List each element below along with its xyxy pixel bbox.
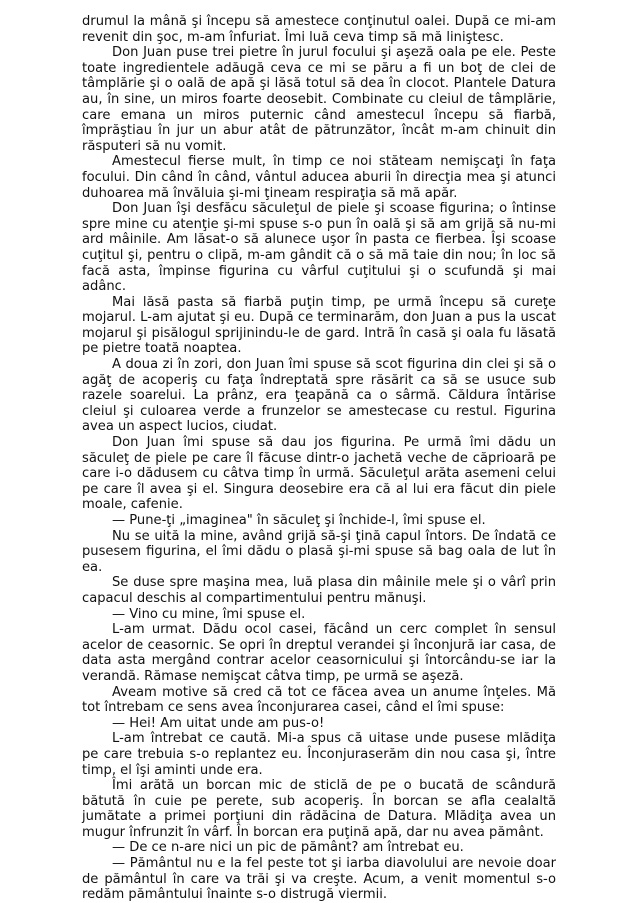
book-page-text [82,14,556,903]
dialogue-line: — Vino cu mine, îmi spuse el. [112,606,306,622]
paragraph: Don Juan îmi spuse să dau jos figurina. Pe urmă îmi dădu un săculeţ de piele pe care îl făcuse dintr-o jachetă veche de căprioară pe care i-o dădusem cu câtva timp în urmă. Săculeţul arăta asemeni celui pe care îl avea şi el. Singura deosebire era că al lui era făcut din piele moale, cafenie. [82,435,556,513]
dialogue-line: — Hei! Am uitat unde am pus-o! [112,715,325,731]
dialogue-line: — Pune-ţi „imaginea" în săculeţ şi închide-l, îmi spuse el. [112,513,486,528]
paragraph: Mai lăsă pasta să fiarbă puţin timp, pe urmă începu să cureţe mojarul. L-am ajutat şi eu. După ce terminarăm, don Juan a pus la uscat mojarul şi pisălogul sprijinindu-le de gard. Intră în casă şi oala fu lăsată pe pietre toată noaptea. [82,294,556,357]
paragraph: A doua zi în zori, don Juan îmi spuse să scot figurina din clei şi să o agăţ de acoperiş cu faţa îndreptată spre răsărit ca să se usuce sub razele soarelui. La prânz, era ţeapănă ca o sârmă. Căldura întărise cleiul şi culoarea verde a frunzelor se amestecase cu restul. Figurina avea un aspect lucios, ciudat. [82,357,556,435]
paragraph: Don Juan îşi desfăcu săculeţul de piele şi scoase figurina; o întinse spre mine cu atenţie şi-mi spuse s-o pun în oală şi să am grijă să nu-mi ard mâinile. Am lăsat-o să alunece uşor în pasta ce fierbea. Îşi scoase cuţitul şi, pentru o clipă, m-am gândit că o să mă taie din nou; în loc să facă asta, împinse figurina cu vârful cuţitului şi o scufundă şi mai adânc. [82,201,556,295]
dialogue-line: — Pământul nu e la fel peste tot şi iarba diavolului are nevoie doar de pământul în care va trăi şi va creşte. Acum, a venit momentul s-o redăm pământului înainte s-o distrugă viermii. [82,856,556,903]
paragraph: Nu se uită la mine, având grijă să-şi ţină capul întors. De îndată ce pusesem figurina, el îmi dădu o plasă şi-mi spuse să bag oala de lut în ea. [82,528,556,575]
paragraph: L-am urmat. Dădu ocol casei, făcând un cerc complet în sensul acelor de ceasornic. Se opri în dreptul verandei şi înconjură iar casa, de data asta mergând contrar acelor ceasornicului şi întorcându-se iar la verandă. Rămase nemişcat câtva timp, pe urmă se aşeză. [82,622,556,684]
paragraph: Amestecul fierse mult, în timp ce noi stăteam nemişcaţi în faţa focului. Din când în când, vântul aducea aburii în direcţia mea şi atunci duhoarea mă învăluia şi-mi ţineam respiraţia să mă apăr. [82,154,556,201]
paragraph: Don Juan puse trei pietre în jurul focului şi aşeză oala pe ele. Peste toate ingredientele adăugă ceva ce mi se păru a fi un boţ de clei de tâmplărie şi o oală de apă şi lăsă totul să dea în clocot. Plantele Datura au, în sine, un miros foarte deosebit. Combinate cu cleiul de tâmplărie, care emana un miros puternic când amestecul începu să fiarbă, împrăştiau în jur un abur atât de pătrunzător, încât m-am chinuit din răsputeri să nu vomit. [82,45,556,154]
paragraph: Îmi arătă un borcan mic de sticlă de pe o bucată de scândură bătută în cuie pe perete, sub acoperiş. În borcan se afla cealaltă jumătate a primei porţiuni din rădăcina de Datura. Mlădiţa avea un mugur înfrunzit în vârf. În borcan era puţină apă, dar nu avea pământ. [82,778,556,840]
paragraph: Se duse spre maşina mea, luă plasa din mâinile mele şi o vârî prin capacul deschis al compartimentului pentru mănuşi. [82,575,556,606]
paragraph: L-am întrebat ce caută. Mi-a spus că uitase unde pusese mlădiţa pe care trebuia s-o replantez eu. Înconjuraserăm din nou casa şi, între timp, el îşi aminti unde era. [82,731,556,778]
paragraph-continuation: drumul la mână şi începu să amestece conţinutul oalei. După ce mi-am revenit din şoc, m-am înfuriat. Îmi luă ceva timp să mă liniştesc. [82,14,556,45]
dialogue-line: — De ce n-are nici un pic de pământ? am întrebat eu. [112,840,464,856]
paragraph: Aveam motive să cred că tot ce făcea avea un anume înţeles. Mă tot întrebam ce sens avea înconjurarea casei, când el îmi spuse: [82,684,556,716]
